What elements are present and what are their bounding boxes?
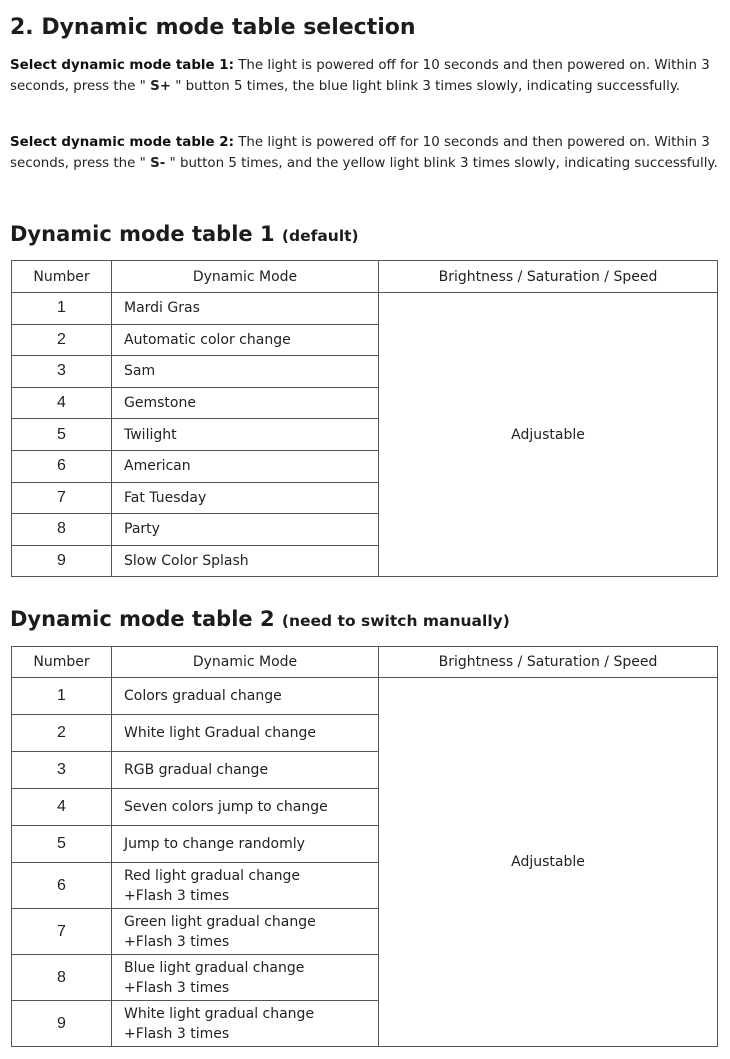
table-2-heading (10, 607, 510, 631)
row-mode (112, 1001, 379, 1047)
row-mode (112, 863, 379, 909)
mode-line-1: Red light gradual change (124, 867, 300, 884)
row-number: 2 (12, 324, 112, 356)
row-mode: Twilight (112, 419, 379, 451)
instruction-text: " button 5 times, the blue light blink 3 times slowly, indicating successfully. (170, 79, 681, 94)
row-number: 5 (12, 826, 112, 863)
row-number: 4 (12, 789, 112, 826)
mode-line-2: +Flash 3 times (124, 887, 230, 904)
row-number: 1 (12, 678, 112, 715)
header-brightness: Brightness / Saturation / Speed (379, 261, 718, 293)
mode-line-1: Blue light gradual change (124, 959, 305, 976)
mode-line-1: Green light gradual change (124, 913, 316, 930)
table-1-heading (10, 222, 359, 246)
row-mode: Colors gradual change (112, 678, 379, 715)
row-mode: Automatic color change (112, 324, 379, 356)
row-number: 6 (12, 863, 112, 909)
table-1-title: Dynamic mode table 1 (10, 222, 275, 246)
table-header-row (12, 647, 718, 678)
row-number: 3 (12, 356, 112, 388)
instruction-text: " button 5 times, and the yellow light blink 3 times slowly, indicating successfully. (165, 156, 718, 171)
mode-line-1: White light gradual change (124, 1005, 315, 1022)
row-number: 7 (12, 909, 112, 955)
dynamic-mode-table-2 (11, 646, 718, 1047)
row-number: 9 (12, 545, 112, 577)
table-row (12, 293, 718, 325)
row-number: 4 (12, 387, 112, 419)
row-number: 8 (12, 955, 112, 1001)
instruction-lead: Select dynamic mode table 2: (10, 135, 234, 150)
key-label: S- (150, 156, 166, 171)
row-mode: RGB gradual change (112, 752, 379, 789)
adjustable-cell: Adjustable (379, 293, 718, 577)
row-number: 5 (12, 419, 112, 451)
row-mode: Slow Color Splash (112, 545, 379, 577)
row-mode: Jump to change randomly (112, 826, 379, 863)
table-2-title: Dynamic mode table 2 (10, 607, 275, 631)
row-mode: Sam (112, 356, 379, 388)
row-mode: White light Gradual change (112, 715, 379, 752)
row-mode: Seven colors jump to change (112, 789, 379, 826)
key-label: S+ (150, 79, 171, 94)
instruction-lead: Select dynamic mode table 1: (10, 58, 234, 73)
instruction-text: The light is powered off for 10 seconds and then powered on. Within 3 seconds, press the " (10, 135, 710, 171)
table-1-subtitle: (default) (281, 227, 359, 245)
row-number: 9 (12, 1001, 112, 1047)
table-row (12, 678, 718, 715)
header-dynamic-mode: Dynamic Mode (112, 647, 379, 678)
row-number: 1 (12, 293, 112, 325)
row-mode (112, 909, 379, 955)
row-mode: Fat Tuesday (112, 482, 379, 514)
table-2-subtitle: (need to switch manually) (281, 612, 510, 630)
row-mode: American (112, 450, 379, 482)
row-number: 8 (12, 514, 112, 546)
row-mode: Mardi Gras (112, 293, 379, 325)
mode-line-2: +Flash 3 times (124, 1025, 230, 1042)
header-dynamic-mode: Dynamic Mode (112, 261, 379, 293)
row-mode (112, 955, 379, 1001)
instruction-text: The light is powered off for 10 seconds and then powered on. Within 3 seconds, press the " (10, 58, 710, 94)
table-header-row (12, 261, 718, 293)
adjustable-cell: Adjustable (379, 678, 718, 1047)
header-number: Number (12, 647, 112, 678)
row-mode: Gemstone (112, 387, 379, 419)
row-number: 3 (12, 752, 112, 789)
row-number: 6 (12, 450, 112, 482)
mode-line-2: +Flash 3 times (124, 979, 230, 996)
row-number: 7 (12, 482, 112, 514)
row-number: 2 (12, 715, 112, 752)
instruction-table-1 (10, 55, 722, 97)
instruction-table-2 (10, 132, 722, 174)
header-number: Number (12, 261, 112, 293)
header-brightness: Brightness / Saturation / Speed (379, 647, 718, 678)
row-mode: Party (112, 514, 379, 546)
dynamic-mode-table-1 (11, 260, 718, 577)
section-heading: 2. Dynamic mode table selection (10, 15, 416, 40)
mode-line-2: +Flash 3 times (124, 933, 230, 950)
